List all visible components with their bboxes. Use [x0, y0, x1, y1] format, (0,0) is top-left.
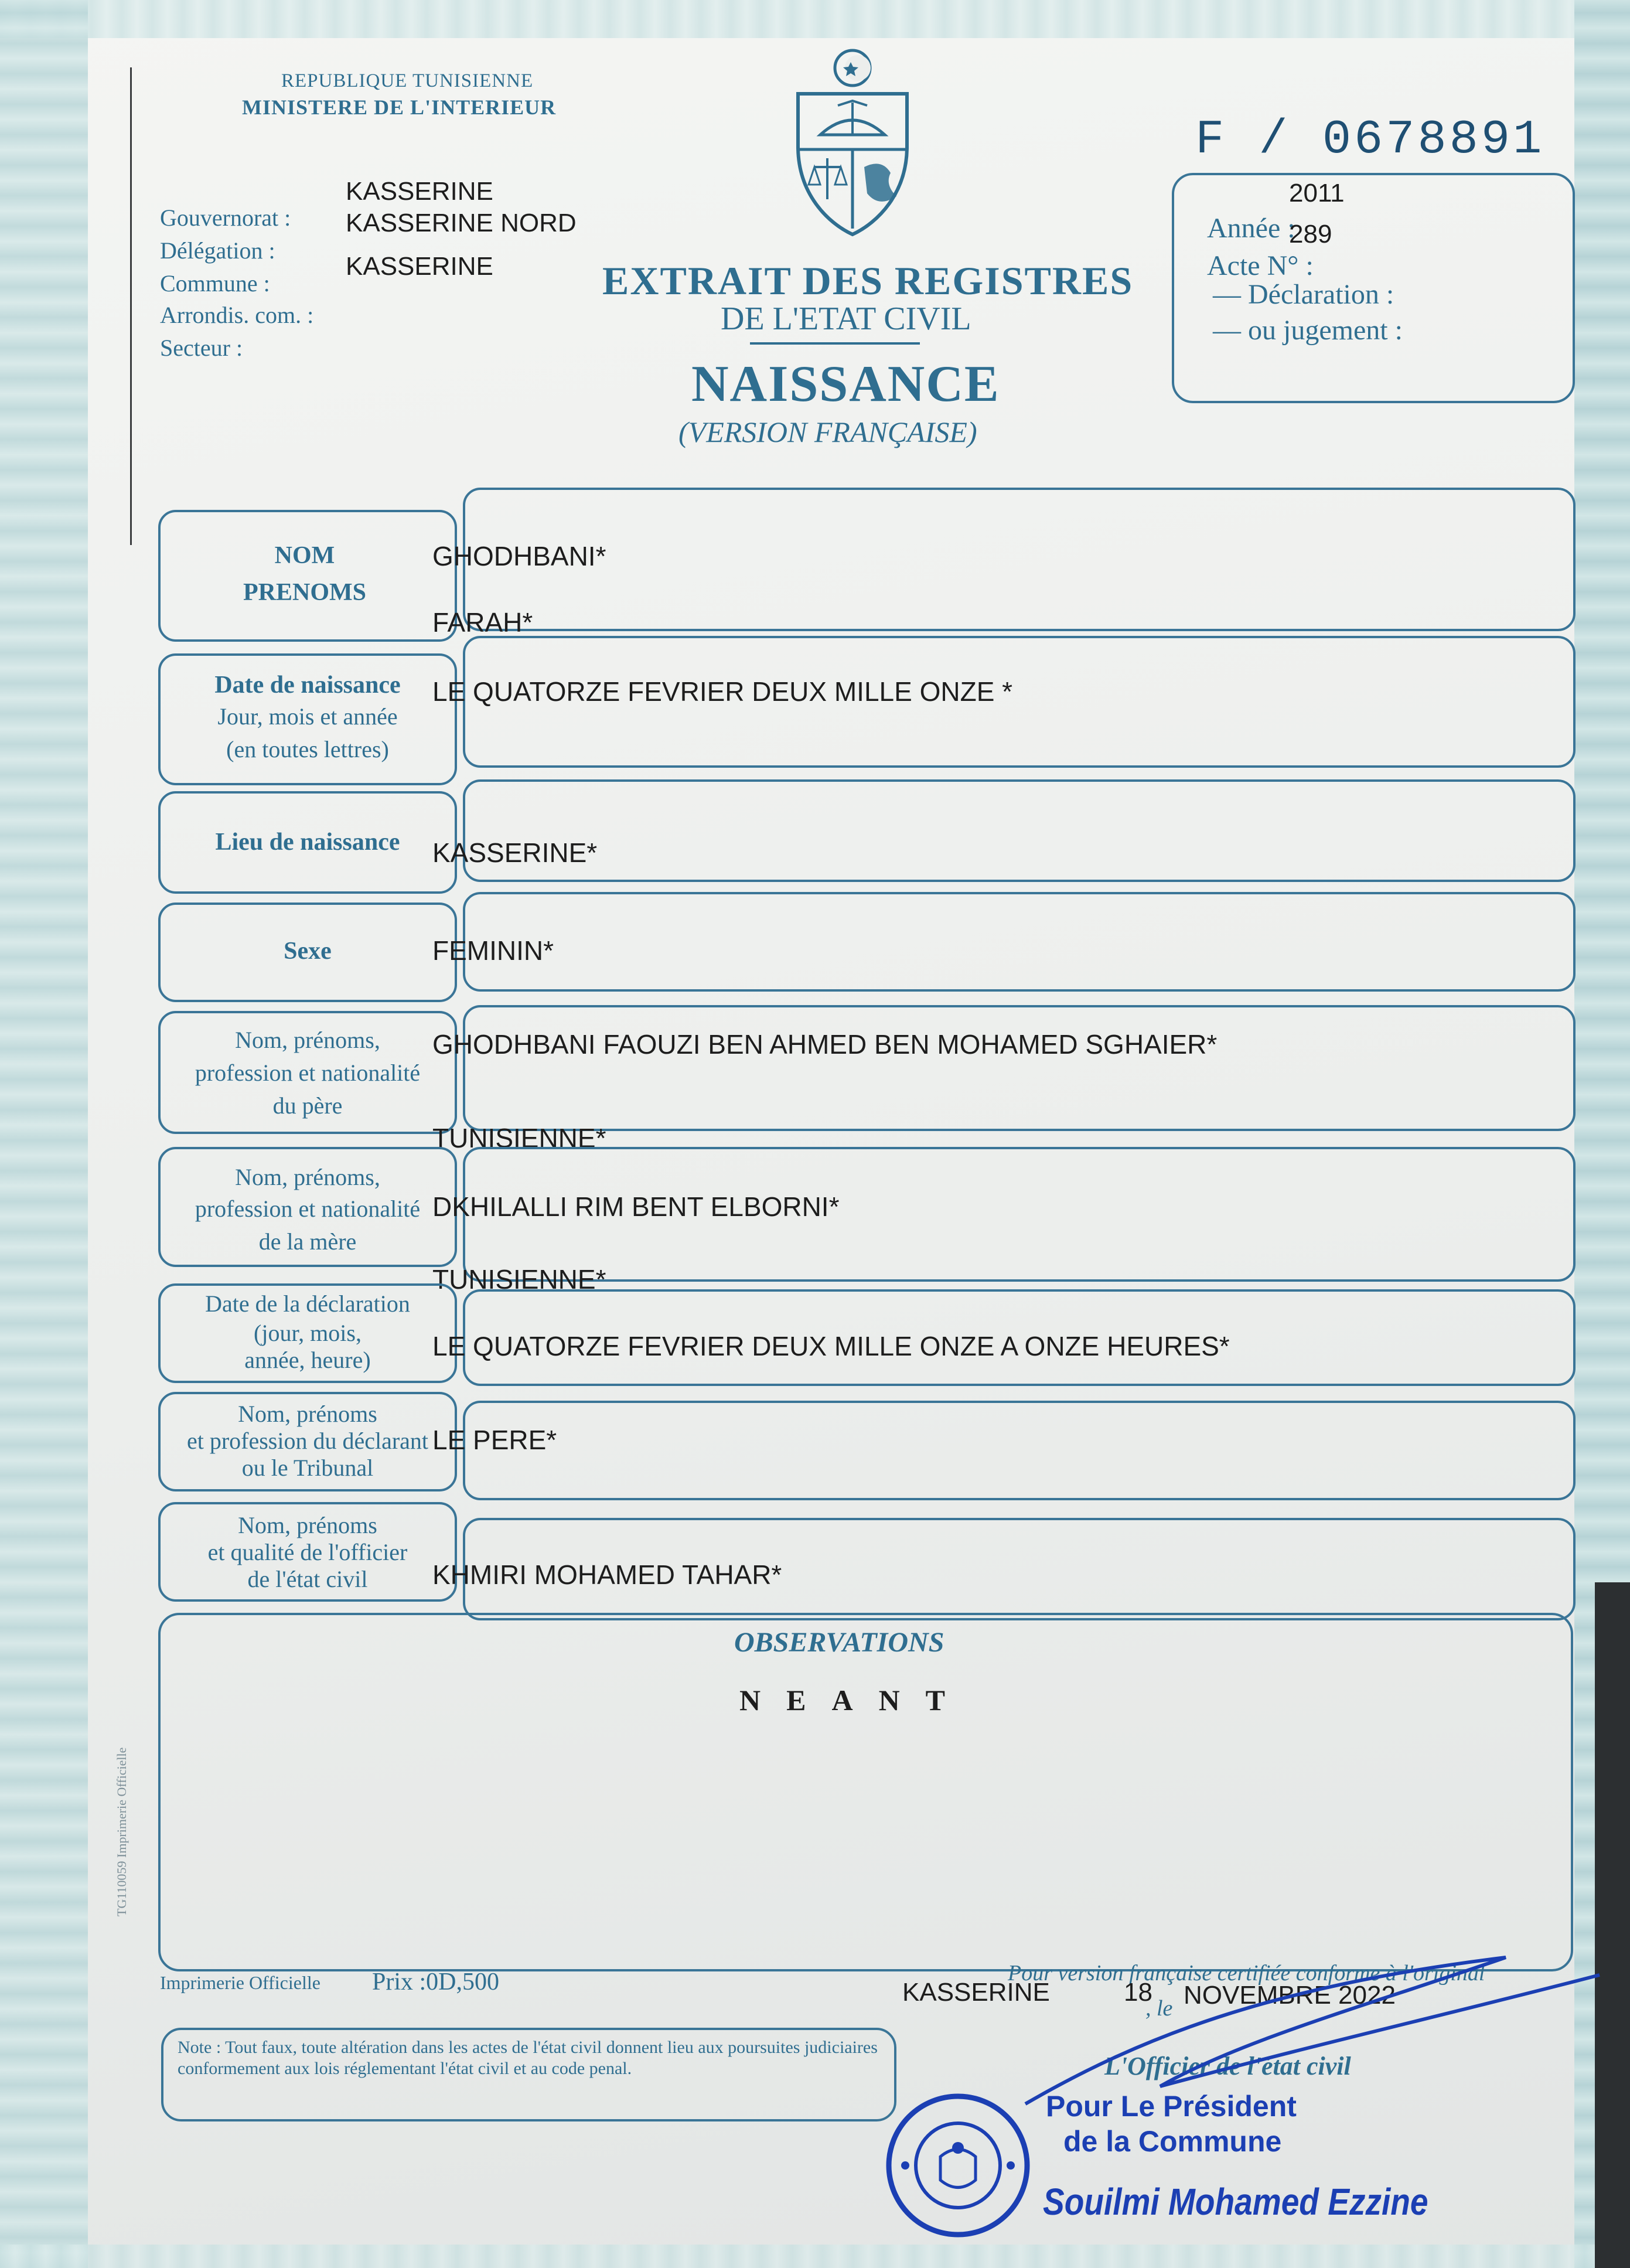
- guilloche-border-bottom: [0, 2245, 1630, 2268]
- title-extrait: EXTRAIT DES REGISTRES: [602, 258, 1134, 303]
- delegation-value: KASSERINE NORD: [346, 209, 577, 237]
- mother-label-2: profession et nationalité: [195, 1196, 421, 1222]
- birth-place-value-cell: [463, 779, 1576, 882]
- coat-of-arms-icon: [785, 41, 920, 246]
- declarant-label-3: ou le Tribunal: [241, 1455, 374, 1481]
- jugement-label: — ou jugement :: [1213, 315, 1403, 346]
- officer-label-1: Nom, prénoms: [238, 1512, 377, 1538]
- father-value-cell: [463, 1005, 1576, 1131]
- mother-label-3: de la mère: [258, 1228, 357, 1255]
- guilloche-border-top: [0, 0, 1630, 38]
- nom-value: GHODHBANI*: [432, 541, 606, 571]
- officer-label-3: de l'état civil: [247, 1566, 368, 1592]
- background-edge: [1595, 1582, 1630, 2268]
- prenoms-value: FARAH*: [432, 607, 533, 638]
- officer-value: KHMIRI MOHAMED TAHAR*: [432, 1559, 782, 1590]
- nom-label: NOM: [274, 542, 335, 569]
- republic-title: REPUBLIQUE TUNISIENNE: [281, 70, 534, 91]
- officer-label-2: et qualité de l'officier: [207, 1539, 408, 1565]
- certified-text: Pour version française certifiée conforme à l'original: [1008, 1961, 1485, 1986]
- birth-place-value: KASSERINE*: [432, 837, 598, 868]
- declaration-date-label-3: année, heure): [244, 1347, 371, 1373]
- name-value-cell: [463, 488, 1576, 631]
- title-etat-civil: DE L'ETAT CIVIL: [721, 301, 971, 337]
- title-naissance: NAISSANCE: [691, 356, 1000, 413]
- birth-date-label: Date de naissance: [214, 672, 401, 699]
- birth-date-sublabel-2: (en toutes lettres): [226, 736, 389, 762]
- officer-title: L'Officier de l'état civil: [1104, 2052, 1351, 2080]
- secteur-label: Secteur :: [160, 335, 243, 361]
- declaration-label: — Déclaration :: [1213, 279, 1394, 310]
- father-value: GHODHBANI FAOUZI BEN AHMED BEN MOHAMED SGHAIER*: [432, 1029, 1218, 1060]
- birth-date-value: LE QUATORZE FEVRIER DEUX MILLE ONZE *: [432, 676, 1013, 707]
- acte-label: Acte N° :: [1207, 250, 1314, 281]
- observations-title: OBSERVATIONS: [734, 1627, 944, 1658]
- father-label-3: du père: [272, 1092, 343, 1119]
- name-label-cell: [158, 510, 457, 642]
- delegation-label: Délégation :: [160, 237, 275, 264]
- footer-day: 18: [1124, 1978, 1152, 2007]
- sex-value-cell: [463, 892, 1576, 992]
- observations-box: [158, 1613, 1573, 1971]
- declarant-label-1: Nom, prénoms: [238, 1401, 377, 1427]
- birth-place-label: Lieu de naissance: [215, 829, 400, 856]
- footer-place: KASSERINE: [902, 1978, 1050, 2007]
- stamp-line-2: de la Commune: [1063, 2125, 1282, 2158]
- declarant-value: LE PERE*: [432, 1425, 557, 1455]
- printer-label: Imprimerie Officielle: [160, 1972, 320, 1993]
- sex-label: Sexe: [284, 938, 332, 965]
- annee-value: 2011: [1289, 179, 1345, 207]
- declaration-date-value: LE QUATORZE FEVRIER DEUX MILLE ONZE A ONZE HEURES*: [432, 1331, 1230, 1361]
- side-print-code: TG110059 Imprimerie Officielle: [114, 1747, 129, 1916]
- father-label-2: profession et nationalité: [195, 1060, 421, 1086]
- arrondissement-label: Arrondis. com. :: [160, 302, 314, 328]
- observations-value: NEANT: [739, 1684, 971, 1717]
- stamp-line-1: Pour Le Président: [1046, 2090, 1297, 2123]
- mother-label-1: Nom, prénoms,: [235, 1164, 380, 1190]
- sex-value: FEMININ*: [432, 935, 554, 966]
- birth-date-sublabel-1: Jour, mois et année: [217, 703, 398, 730]
- acte-value: 289: [1289, 220, 1332, 248]
- official-stamp-icon: [882, 2089, 1034, 2242]
- ministry-title: MINISTERE DE L'INTERIEUR: [242, 96, 557, 119]
- commune-label: Commune :: [160, 270, 270, 297]
- mother-value: DKHILALLI RIM BENT ELBORNI*: [432, 1191, 840, 1222]
- prenoms-label: PRENOMS: [243, 579, 366, 606]
- mother-nationality: TUNISIENNE*: [432, 1264, 606, 1295]
- father-label-1: Nom, prénoms,: [235, 1027, 380, 1053]
- father-nationality: TUNISIENNE*: [432, 1123, 606, 1153]
- footer-le: , le: [1145, 1996, 1173, 2021]
- price-label: Prix :0D,500: [372, 1969, 500, 1995]
- declaration-date-label-2: (jour, mois,: [254, 1320, 362, 1346]
- declarant-value-cell: [463, 1401, 1576, 1500]
- guilloche-border-left: [0, 0, 88, 2268]
- stamp-name: Souilmi Mohamed Ezzine: [1043, 2181, 1428, 2223]
- footer-month-year: NOVEMBRE 2022: [1184, 1981, 1396, 2010]
- declaration-date-label-1: Date de la déclaration: [205, 1290, 410, 1317]
- commune-value: KASSERINE: [346, 252, 493, 281]
- margin-rule: [130, 67, 132, 545]
- serial-number: F / 0678891: [1195, 113, 1545, 167]
- annee-label: Année :: [1207, 213, 1295, 244]
- gouvernorat-label: Gouvernorat :: [160, 205, 291, 231]
- gouvernorat-value: KASSERINE: [346, 177, 493, 206]
- title-divider: [750, 342, 920, 345]
- title-version: (VERSION FRANÇAISE): [678, 416, 977, 448]
- legal-note: Note : Tout faux, toute altération dans les actes de l'état civil donnent lieu aux poursuites judiciaires conformement aux lois réglementant l'état civil et au code penal.: [161, 2028, 896, 2121]
- declarant-label-2: et profession du déclarant: [186, 1428, 429, 1454]
